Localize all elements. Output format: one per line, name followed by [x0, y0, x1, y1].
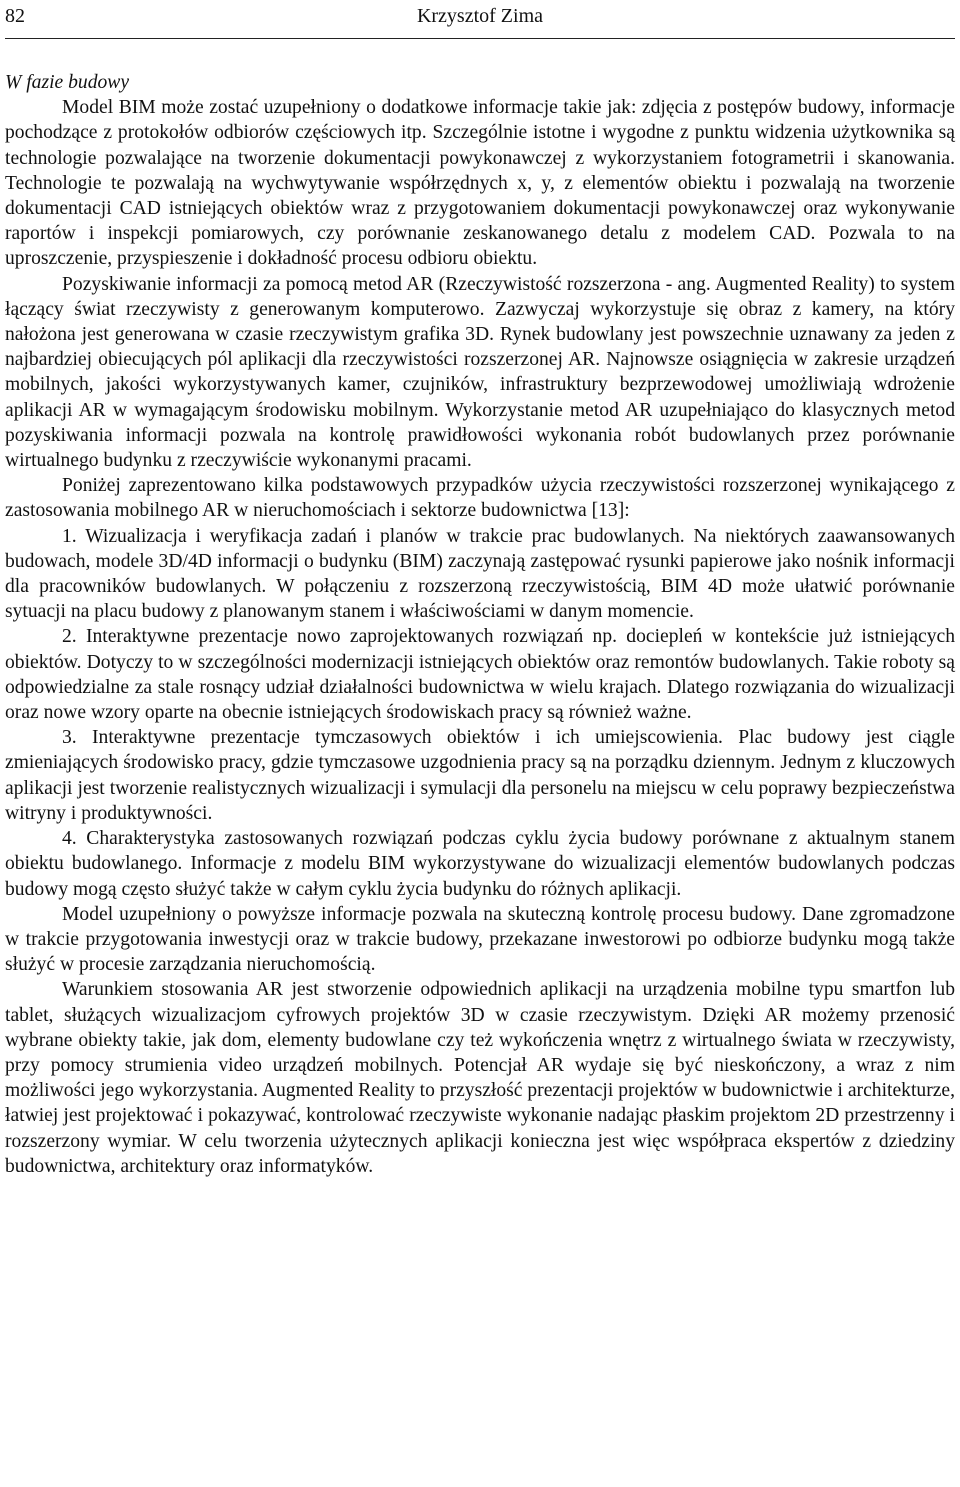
- list-item: 2. Interaktywne prezentacje nowo zaprojektowanych rozwiązań np. dociepleń w kontekście już istniejących obiektów. Dotyczy to w szczególności modernizacji istniejących obiektów oraz remontów budowlanych. Takie roboty są odpowiedzialne za stale rosnący udział działalności budownictwa w wielu krajach. Dlatego rozwiązania do wizualizacji oraz nowe wzory oparte na obecnie istniejących środowiskach pracy są również ważne.: [5, 626, 955, 724]
- list-item: 3. Interaktywne prezentacje tymczasowych obiektów i ich umiejscowienia. Plac budowy jest ciągle zmieniających środowisko pracy, gdzie tymczasowe uzgodnienia pracy są na porządku dziennym. Jednym z kluczowych aplikacji jest tworzenie realistycznych wizualizacji i symulacji dla personelu na miejscu w celu poprawy bezpieczeństwa witryny i produktywności.: [5, 727, 955, 824]
- paragraph: Warunkiem stosowania AR jest stworzenie odpowiednich aplikacji na urządzenia mobilne typu smartfon lub tablet, służących wizualizacjom cyfrowych projektów 3D w czasie rzeczywistym. Dzięki AR możemy przenosić wybrane obiekty takie, jak dom, elementy budowlane czy też wykończenia wnętrz z wirtualnego świata w rzeczywisty, przy pomocy strumienia video urządzeń mobilnych. Potencjał AR wydaje się być nieskończony, a wraz z nim możliwości jego wykorzystania. Augmented Reality to przyszłość prezentacji projektów w budownictwie i architekturze, łatwiej jest projektować i pokazywać, kontrolować rzeczywiste wykonanie nadając płaskim projektom 2D przestrzenny i rozszerzony wymiar. W celu tworzenia użytecznych aplikacji konieczna jest więc współpraca ekspertów z dziedziny budownictwa, architektury oraz informatyków.: [5, 979, 956, 1177]
- page-header: [5, 0, 955, 39]
- running-title: Krzysztof Zima: [416, 5, 544, 27]
- page-body: [5, 70, 955, 1179]
- paragraph: Pozyskiwanie informacji za pomocą metod AR (Rzeczywistość rozszerzona - ang. Augmented Reality) to system łączący świat rzeczywisty z generowanym komputerowo. Zazwyczaj wykorzystuje się obraz z kamery, na który nałożona jest generowana w czasie rzeczywistym grafika 3D. Rynek budowlany jest powszechnie uznawany za jeden z najbardziej obiecujących pól aplikacji dla rzeczywistości rozszerzonej AR. Najnowsze osiągnięcia w zakresie urządzeń mobilnych, jakości wykorzystywanych kamer, czujników, infrastruktury bezprzewodowej umożliwiają wdrożenie aplikacji AR w wymagającym środowisku mobilnym. Wykorzystanie metod AR uzupełniająco do klasycznych metod pozyskiwania informacji pozwala na kontrolę prawidłowości wykonania robót budowlanych przez porównanie wirtualnego budynku z rzeczywiście wykonanymi pracami.: [5, 273, 955, 472]
- list-item: 1. Wizualizacja i weryfikacja zadań i planów w trakcie prac budowlanych. Na niektórych zaawansowanych budowach, modele 3D/4D informacji o budynku (BIM) zaczynają zastępować rysunki papierowe jako nośnik informacji dla pracowników budowlanych. W połączeniu z rozszerzoną rzeczywistością, BIM 4D może ułatwić porównanie sytuacji na placu budowy z planowanym stanem i właściwościami w danym momencie.: [5, 525, 955, 623]
- list-item: 4. Charakterystyka zastosowanych rozwiązań podczas cyklu życia budowy porównane z aktualnym stanem obiektu budowlanego. Informacje z modelu BIM wykorzystywane do wizualizacji elementów budowlanych podczas budowy mogą często służyć także w całym cyklu życia budynku do różnych aplikacji.: [5, 828, 955, 900]
- section-heading: W fazie budowy: [5, 72, 130, 93]
- paragraph: Model uzupełniony o powyższe informacje pozwala na skuteczną kontrolę procesu budowy. Dane zgromadzone w trakcie przygotowania inwestycji oraz w trakcie budowy, przekazane inwestorowi po odbiorze budynku mogą także służyć w procesie zarządzania nieruchomością.: [5, 903, 955, 976]
- paragraph: Model BIM może zostać uzupełniony o dodatkowe informacje takie jak: zdjęcia z postępów budowy, informacje pochodzące z protokołów odbiorów częściowych itp. Szczególnie istotne i wygodne z punktu widzenia użytkownika są technologie pozwalające na tworzenie dokumentacji powykonawczej z wykorzystaniem fotogrametrii i skanowania. Technologie te pozwalają na wychwytywanie współrzędnych x, y, z elementów obiektu i pozwalają na tworzenie dokumentacji CAD istniejących obiektów wraz z przygotowaniem dokumentacji powykonawczej oraz wykonywanie raportów i inspekcji pomiarowych, czy porównanie zeskanowanego detalu z modelem CAD. Pozwala to na uproszczenie, przyspieszenie i dokładność procesu odbioru obiektu.: [5, 97, 955, 270]
- paragraph: Poniżej zaprezentowano kilka podstawowych przypadków użycia rzeczywistości rozszerzonej wynikającego z zastosowania mobilnego AR w nieruchomościach i sektorze budownictwa [13]:: [5, 475, 955, 522]
- page-number: 82: [5, 5, 25, 27]
